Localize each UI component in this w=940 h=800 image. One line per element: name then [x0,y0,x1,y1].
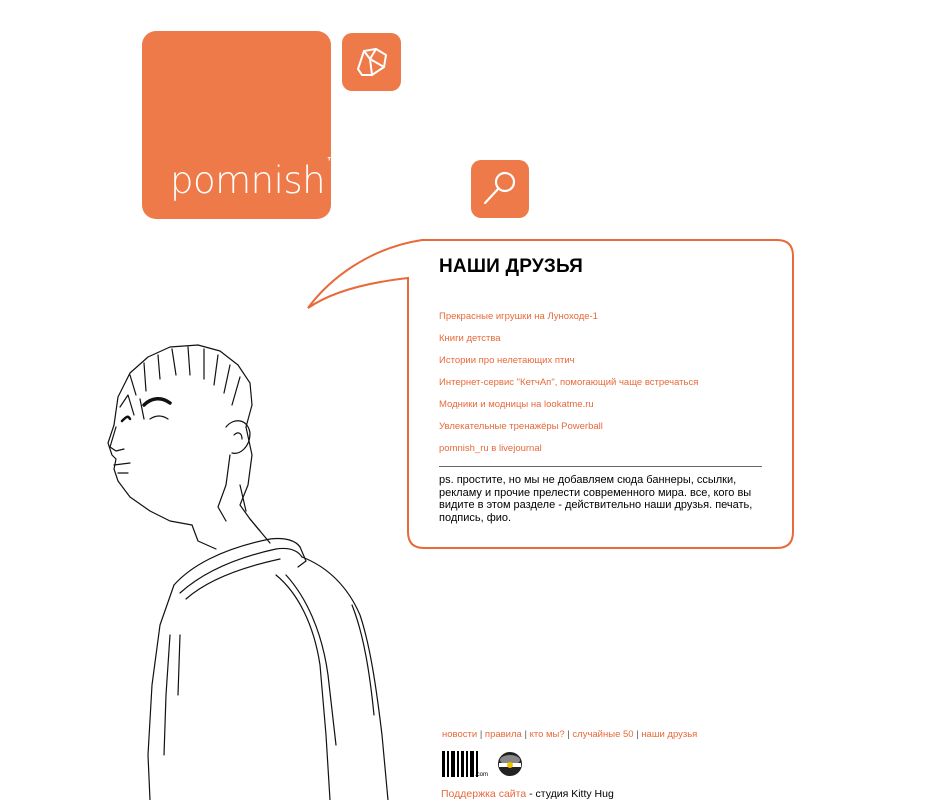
ps-note: ps. простите, но мы не добавляем сюда баннеры, ссылки, рекламу и прочие прелести современного мира. все, кого вы видите в этом разделе - действительно наши друзья. печать, подпись, фио. [439,474,753,524]
credits [441,788,614,800]
search-tile-button[interactable] [471,160,529,218]
friend-link[interactable]: Книги детства [439,333,501,344]
friend-link[interactable]: Прекрасные игрушки на Луноходе-1 [439,311,598,322]
footer-link-random50[interactable]: случайные 50 [572,729,634,740]
footer-separator: | [567,729,570,740]
page-title: НАШИ ДРУЗЬЯ [439,256,583,277]
partner-badges [441,750,531,780]
friend-link[interactable]: Истории про нелетающих птич [439,355,575,366]
friends-list [439,311,769,465]
rabbit-icon [342,33,401,91]
dejiru-suffix: .com [475,772,489,778]
powerball-badge[interactable] [498,752,522,776]
magnifier-icon [471,160,529,218]
footer-link-rules[interactable]: правила [484,729,522,740]
footer-nav [442,729,697,740]
footer-link-friends[interactable]: наши друзья [641,729,698,740]
rabbit-tile-button[interactable] [342,33,401,91]
divider [439,466,762,467]
support-link[interactable]: Поддержка сайта [441,788,527,800]
footer-link-news[interactable]: новости [442,729,478,740]
logo-tile[interactable] [142,31,338,219]
dejiru-badge[interactable] [442,751,488,778]
logo-text: pomnish [170,159,326,202]
friend-link[interactable]: Интернет-сервис "КетчАп", помогающий чаще встречаться [439,377,699,388]
footer-separator: | [636,729,639,740]
footer-separator: | [479,729,483,740]
logo-trademark: ™ [326,154,338,169]
studio-credit: - студия Kitty Hug [529,788,614,800]
friend-link[interactable]: pomnish_ru в livejournal [439,443,542,454]
footer-link-about[interactable]: кто мы? [529,729,565,740]
bubble-content [439,256,769,465]
logo [170,154,338,202]
friend-link[interactable]: Модники и модницы на lookatme.ru [439,399,594,410]
friend-link[interactable]: Увлекательные тренажёры Powerball [439,421,603,432]
footer-separator: | [524,729,527,740]
